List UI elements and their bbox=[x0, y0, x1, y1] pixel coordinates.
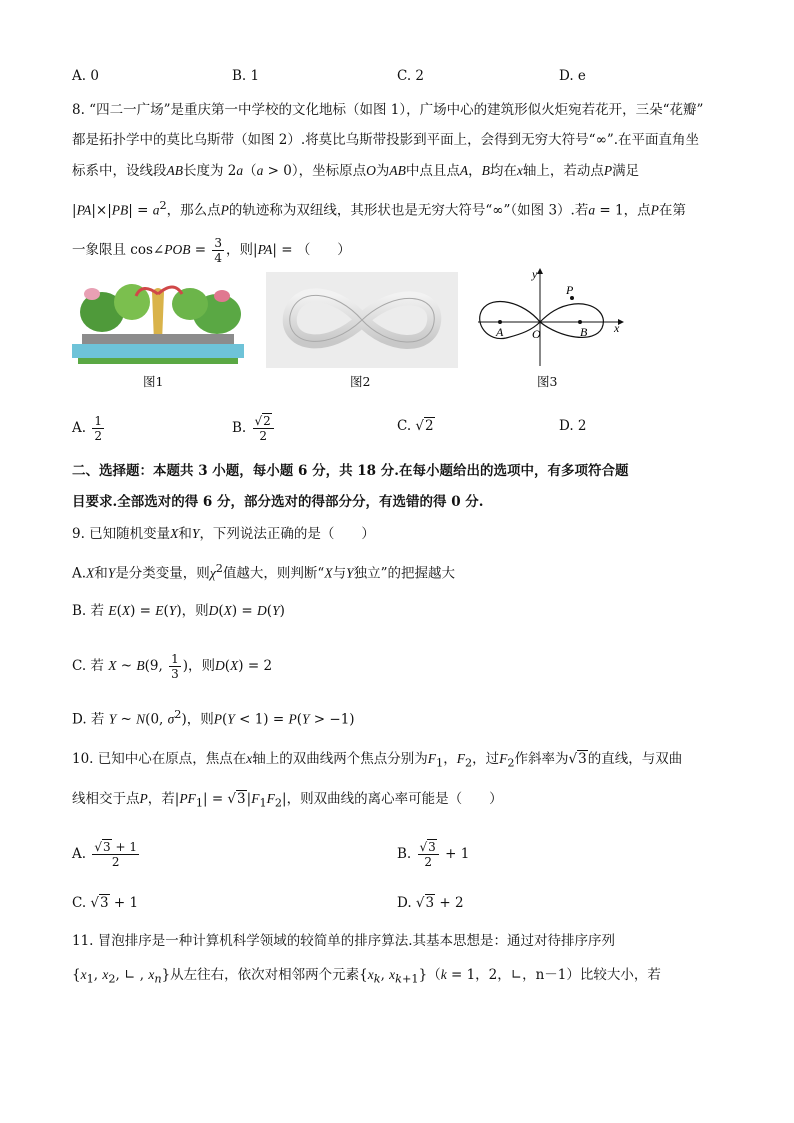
figure-1-plaza-illustration bbox=[72, 272, 244, 368]
fig3-p-label: P bbox=[566, 283, 574, 297]
fig3-b-label: B bbox=[580, 325, 588, 339]
q8-option-d: D. 2 bbox=[559, 418, 587, 434]
q7-option-b: B. 1 bbox=[232, 68, 260, 84]
q9-option-d: D. 若 Y ~ N(0, $\sigma^2$)，则P(Y < 1) = P(Y > −1) bbox=[72, 708, 355, 728]
q11-line-1: 11. 冒泡排序是一种计算机科学领域的较简单的排序算法.其基本思想是：通过对待排序序列 bbox=[72, 933, 616, 949]
fig3-a-label: A bbox=[496, 325, 504, 339]
q8-line-3: 标系中，设线段AB长度为 2a（a > 0），坐标原点O为AB中点且点A，B均在x轴上，若动点P满足 bbox=[72, 163, 640, 179]
q9-option-a: A.X和Y是分类变量，则$\chi^2$值越大，则判断“X与Y独立”的把握越大 bbox=[72, 562, 456, 582]
q7-option-d: D. e bbox=[559, 68, 586, 84]
figure-1-caption: 图1 bbox=[143, 374, 164, 389]
q8-option-b: B. $\frac{√2}{2}$ bbox=[232, 414, 276, 443]
q10-line-1: 10. 已知中心在原点，焦点在x轴上的双曲线两个焦点分别为$F_1$，$F_2$，过$F_2$作斜率为√3的直线，与双曲 bbox=[72, 751, 683, 770]
figure-2-caption: 图2 bbox=[350, 374, 371, 389]
q7-option-a: A. 0 bbox=[72, 68, 99, 84]
fig3-o-label: O bbox=[532, 327, 541, 341]
q11-line-2: {$x_1$, $x_2$, ∟ , $x_n$}从左往右，依次对相邻两个元素{$x_k$, $x_{k+1}\}(k = 1$，2，∟，n－1）比较大小，若 bbox=[72, 967, 661, 986]
figure-2-mobius-strip bbox=[266, 272, 458, 368]
q10-line-2: 线相交于点P，若$|PF_1| = √3|F_1F_2|$，则双曲线的离心率可能是（ ） bbox=[72, 791, 503, 810]
q8-line-5: 一象限且 cos∠POB = $\frac{3}{4}$ ，则|PA| = （ ） bbox=[72, 236, 351, 265]
q8-option-a: A. $\frac{1}{2}$ bbox=[72, 414, 102, 443]
figure-3-lemniscate bbox=[474, 266, 630, 370]
q10-option-b: B. $\frac{√3}{2}$ + 1 bbox=[397, 840, 470, 869]
figure-3-caption: 图3 bbox=[537, 374, 558, 389]
section-2-heading-line-2: 目要求.全部选对的得 6 分，部分选对的得部分分，有选错的得 0 分. bbox=[72, 494, 484, 510]
q7-option-c: C. 2 bbox=[397, 68, 425, 84]
q9-stem: 9. 已知随机变量X和Y，下列说法正确的是（ ） bbox=[72, 526, 375, 542]
section-2-heading-line-1: 二、选择题：本题共 3 小题，每小题 6 分，共 18 分.在每小题给出的选项中，有多项符合题 bbox=[72, 463, 629, 479]
q8-line-4: $|PA|\times|PB| = a^2$，那么点P的轨迹称为双纽线，其形状也是无穷大符号“∞”（如图 3）.若a = 1，点P在第 bbox=[72, 199, 686, 219]
q8-option-c: C. √2 bbox=[397, 418, 434, 434]
q10-option-c: C. √3 + 1 bbox=[72, 895, 139, 911]
fig3-x-label: x bbox=[614, 321, 620, 335]
q10-option-a: A. $\frac{√3 + 1}{2}$ bbox=[72, 840, 137, 869]
q8-line-2: 都是拓扑学中的莫比乌斯带（如图 2）.将莫比乌斯带投影到平面上，会得到无穷大符号“∞”.在平面直角坐 bbox=[72, 132, 700, 148]
q10-option-d: D. √3 + 2 bbox=[397, 895, 464, 911]
fig3-y-label: y bbox=[532, 267, 538, 281]
q9-option-c: C. 若 X ~ B(9, $\frac{1}{3}$ )，则D(X) = 2 bbox=[72, 652, 273, 681]
q9-option-b: B. 若 E(X) = E(Y)，则D(X) = D(Y) bbox=[72, 603, 285, 619]
q8-line-1: 8. “四二一广场”是重庆第一中学校的文化地标（如图 1），广场中心的建筑形似火炬宛若花开，三朵“花瓣” bbox=[72, 102, 704, 118]
